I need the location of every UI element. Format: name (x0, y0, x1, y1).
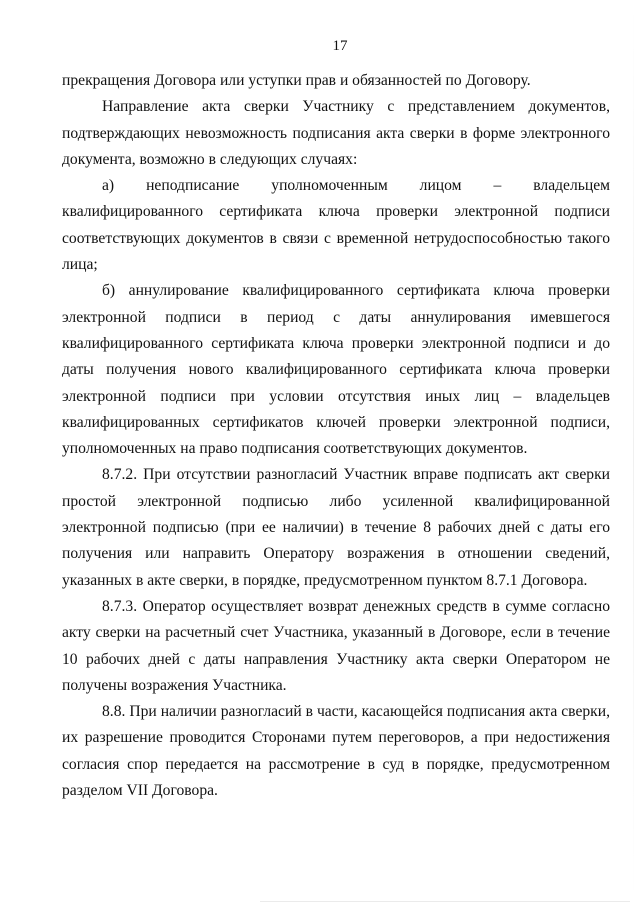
paragraph-case-b: б) аннулирование квалифицированного сертификата ключа проверки электронной подписи в период с даты аннулирования имевшегося квалифицированного сертификата ключа проверки электронной подписи и до даты получения нового квалифицированного сертификата ключа проверки электронной подписи при условии отсутствия иных лиц – владельцев квалифицированных сертификатов ключей проверки электронной подписи, уполномоченных на право подписания соответствующих документов. (62, 282, 610, 458)
paragraph-case-a: а) неподписание уполномоченным лицом – владельцем квалифицированного сертификата ключа проверки электронной подписи соответствующих документов в связи с временной нетрудоспособностью такого лица; (62, 177, 610, 274)
paragraph-reconciliation-direction: Направление акта сверки Участнику с представлением документов, подтверждающих невозможность подписания акта сверки в форме электронного документа, возможно в следующих случаях: (62, 98, 610, 168)
scan-bottom-edge (260, 901, 630, 902)
document-body (62, 68, 610, 804)
paragraph-continuation: прекращения Договора или уступки прав и обязанностей по Договору. (62, 72, 531, 89)
paragraph-8-7-3: 8.7.3. Оператор осуществляет возврат денежных средств в сумме согласно акту сверки на расчетный счет Участника, указанный в Договоре, если в течение 10 рабочих дней с даты направления Участнику акта сверки Оператором не получены возражения Участника. (62, 597, 610, 694)
scan-edge-shadow (633, 0, 634, 905)
paragraph-8-8: 8.8. При наличии разногласий в части, касающейся подписания акта сверки, их разрешение проводится Сторонами путем переговоров, а при недостижения согласия спор передается на рассмотрение в суд в порядке, предусмотренном разделом VII Договора. (62, 703, 610, 800)
paragraph-8-7-2: 8.7.2. При отсутствии разногласий Участник вправе подписать акт сверки простой электронной подписью либо усиленной квалифицированной электронной подписью (при ее наличии) в течение 8 рабочих дней с даты его получения или направить Оператору возражения в отношении сведений, указанных в акте сверки, в порядке, предусмотренном пунктом 8.7.1 Договора. (62, 466, 610, 589)
page-number: 17 (332, 38, 348, 54)
